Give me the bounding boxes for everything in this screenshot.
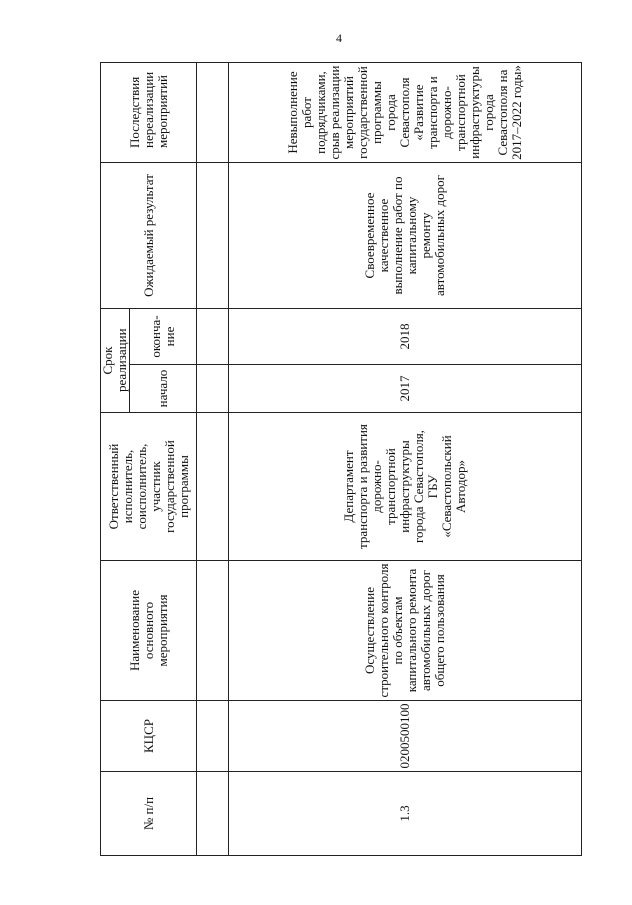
measures-table [100, 62, 582, 856]
spacer-cell [197, 163, 229, 309]
row-result: Своевременное качественное выполнение работ по капитальному ремонту автомобильных дорог [229, 163, 582, 309]
spacer-cell [197, 365, 229, 413]
spacer-cell [197, 772, 229, 856]
row-end: 2018 [229, 309, 582, 365]
page-number: 4 [336, 31, 342, 45]
row-start: 2017 [229, 365, 582, 413]
spacer-cell [197, 701, 229, 772]
row-kcsr: 0200500100 [229, 701, 582, 772]
header-kcsr: КЦСР [101, 701, 197, 772]
row-executor: Департамент транспорта и развития дорожно-транспортной инфраструктуры города Севастополя, ГБУ «Севастопольский Автодор» [229, 413, 582, 561]
header-result: Ожидаемый результат [101, 163, 197, 309]
row-name: Осуществление строительного контроля по объектам капитального ремонта автомобильных дорог общего пользования [229, 561, 582, 701]
spacer-cell [197, 561, 229, 701]
header-consequences: Последствия нереализации мероприятий [101, 63, 197, 163]
header-end: оконча-ние [130, 309, 197, 365]
row-consequences: Невыполнение работ подрядчиками, срыв реализации мероприятий государственной программы города Севастополя «Развитие транспорта и дорожно-транспортной инфраструктуры города Севастополя на 2017–2022 годы» [229, 63, 582, 163]
spacer-cell [197, 413, 229, 561]
header-num: № п/п [101, 772, 197, 856]
header-term: Срок реализации [101, 309, 130, 413]
spacer-cell [197, 63, 229, 163]
header-name: Наименование основного мероприятия [101, 561, 197, 701]
row-num: 1.3 [229, 772, 582, 856]
spacer-cell [197, 309, 229, 365]
header-executor: Ответственный исполнитель, соисполнитель, участник государственной программы [101, 413, 197, 561]
rotated-table-container [100, 63, 582, 856]
header-start: начало [130, 365, 197, 413]
